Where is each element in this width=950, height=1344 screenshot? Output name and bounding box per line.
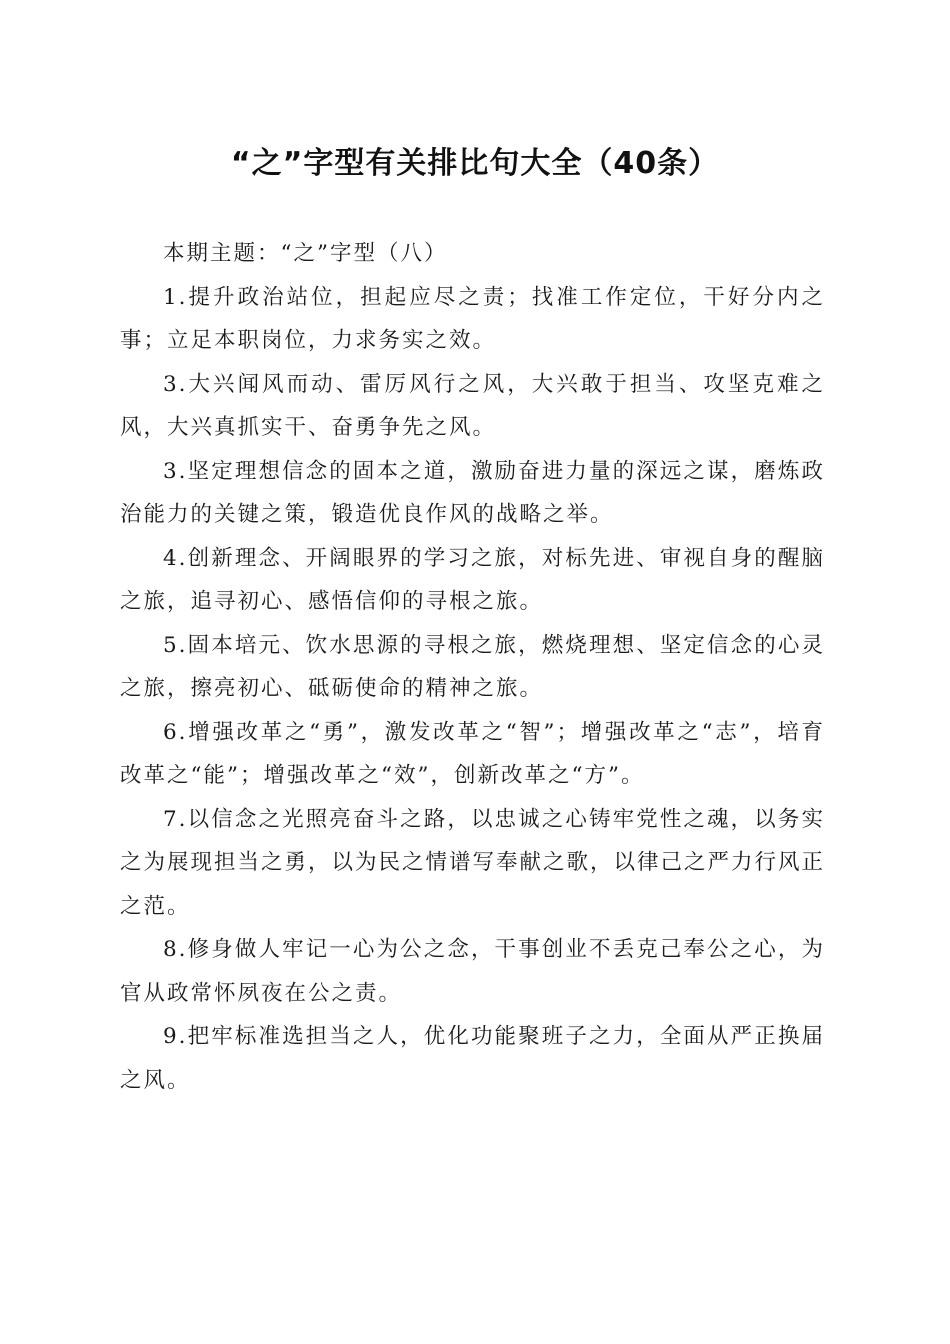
paragraph: 3.坚定理想信念的固本之道，激励奋进力量的深远之谋，磨炼政治能力的关键之策，锻造优良作风的战略之举。 — [120, 458, 825, 527]
paragraph: 7.以信念之光照亮奋斗之路，以忠诚之心铸牢党性之魂，以务实之为展现担当之勇，以为民之情谱写奉献之歌，以律己之严力行风正之范。 — [120, 806, 826, 919]
document-title: “之”字型有关排比句大全（40条） — [230, 146, 720, 181]
paragraph: 5.固本培元、饮水思源的寻根之旅，燃烧理想、坚定信念的心灵之旅，擦亮初心、砥砺使命的精神之旅。 — [120, 632, 825, 701]
paragraph: 4.创新理念、开阔眼界的学习之旅，对标先进、审视自身的醒脑之旅，追寻初心、感悟信仰的寻根之旅。 — [120, 545, 825, 614]
document-body — [120, 232, 825, 1102]
paragraph: 6.增强改革之“勇”，激发改革之“智”；增强改革之“志”，培育改革之“能”；增强改革之“效”，创新改革之“方”。 — [120, 719, 825, 788]
paragraph: 8.修身做人牢记一心为公之念，干事创业不丢克己奉公之心，为官从政常怀夙夜在公之责。 — [120, 937, 825, 1006]
paragraph: 9.把牢标准选担当之人，优化功能聚班子之力，全面从严正换届之风。 — [120, 1024, 825, 1093]
subtitle: 本期主题：“之”字型（八） — [163, 241, 448, 266]
paragraph: 1.提升政治站位，担起应尽之责；找准工作定位，干好分内之事；立足本职岗位，力求务实之效。 — [120, 284, 825, 353]
paragraph: 3.大兴闻风而动、雷厉风行之风，大兴敢于担当、攻坚克难之风，大兴真抓实干、奋勇争先之风。 — [120, 371, 825, 440]
